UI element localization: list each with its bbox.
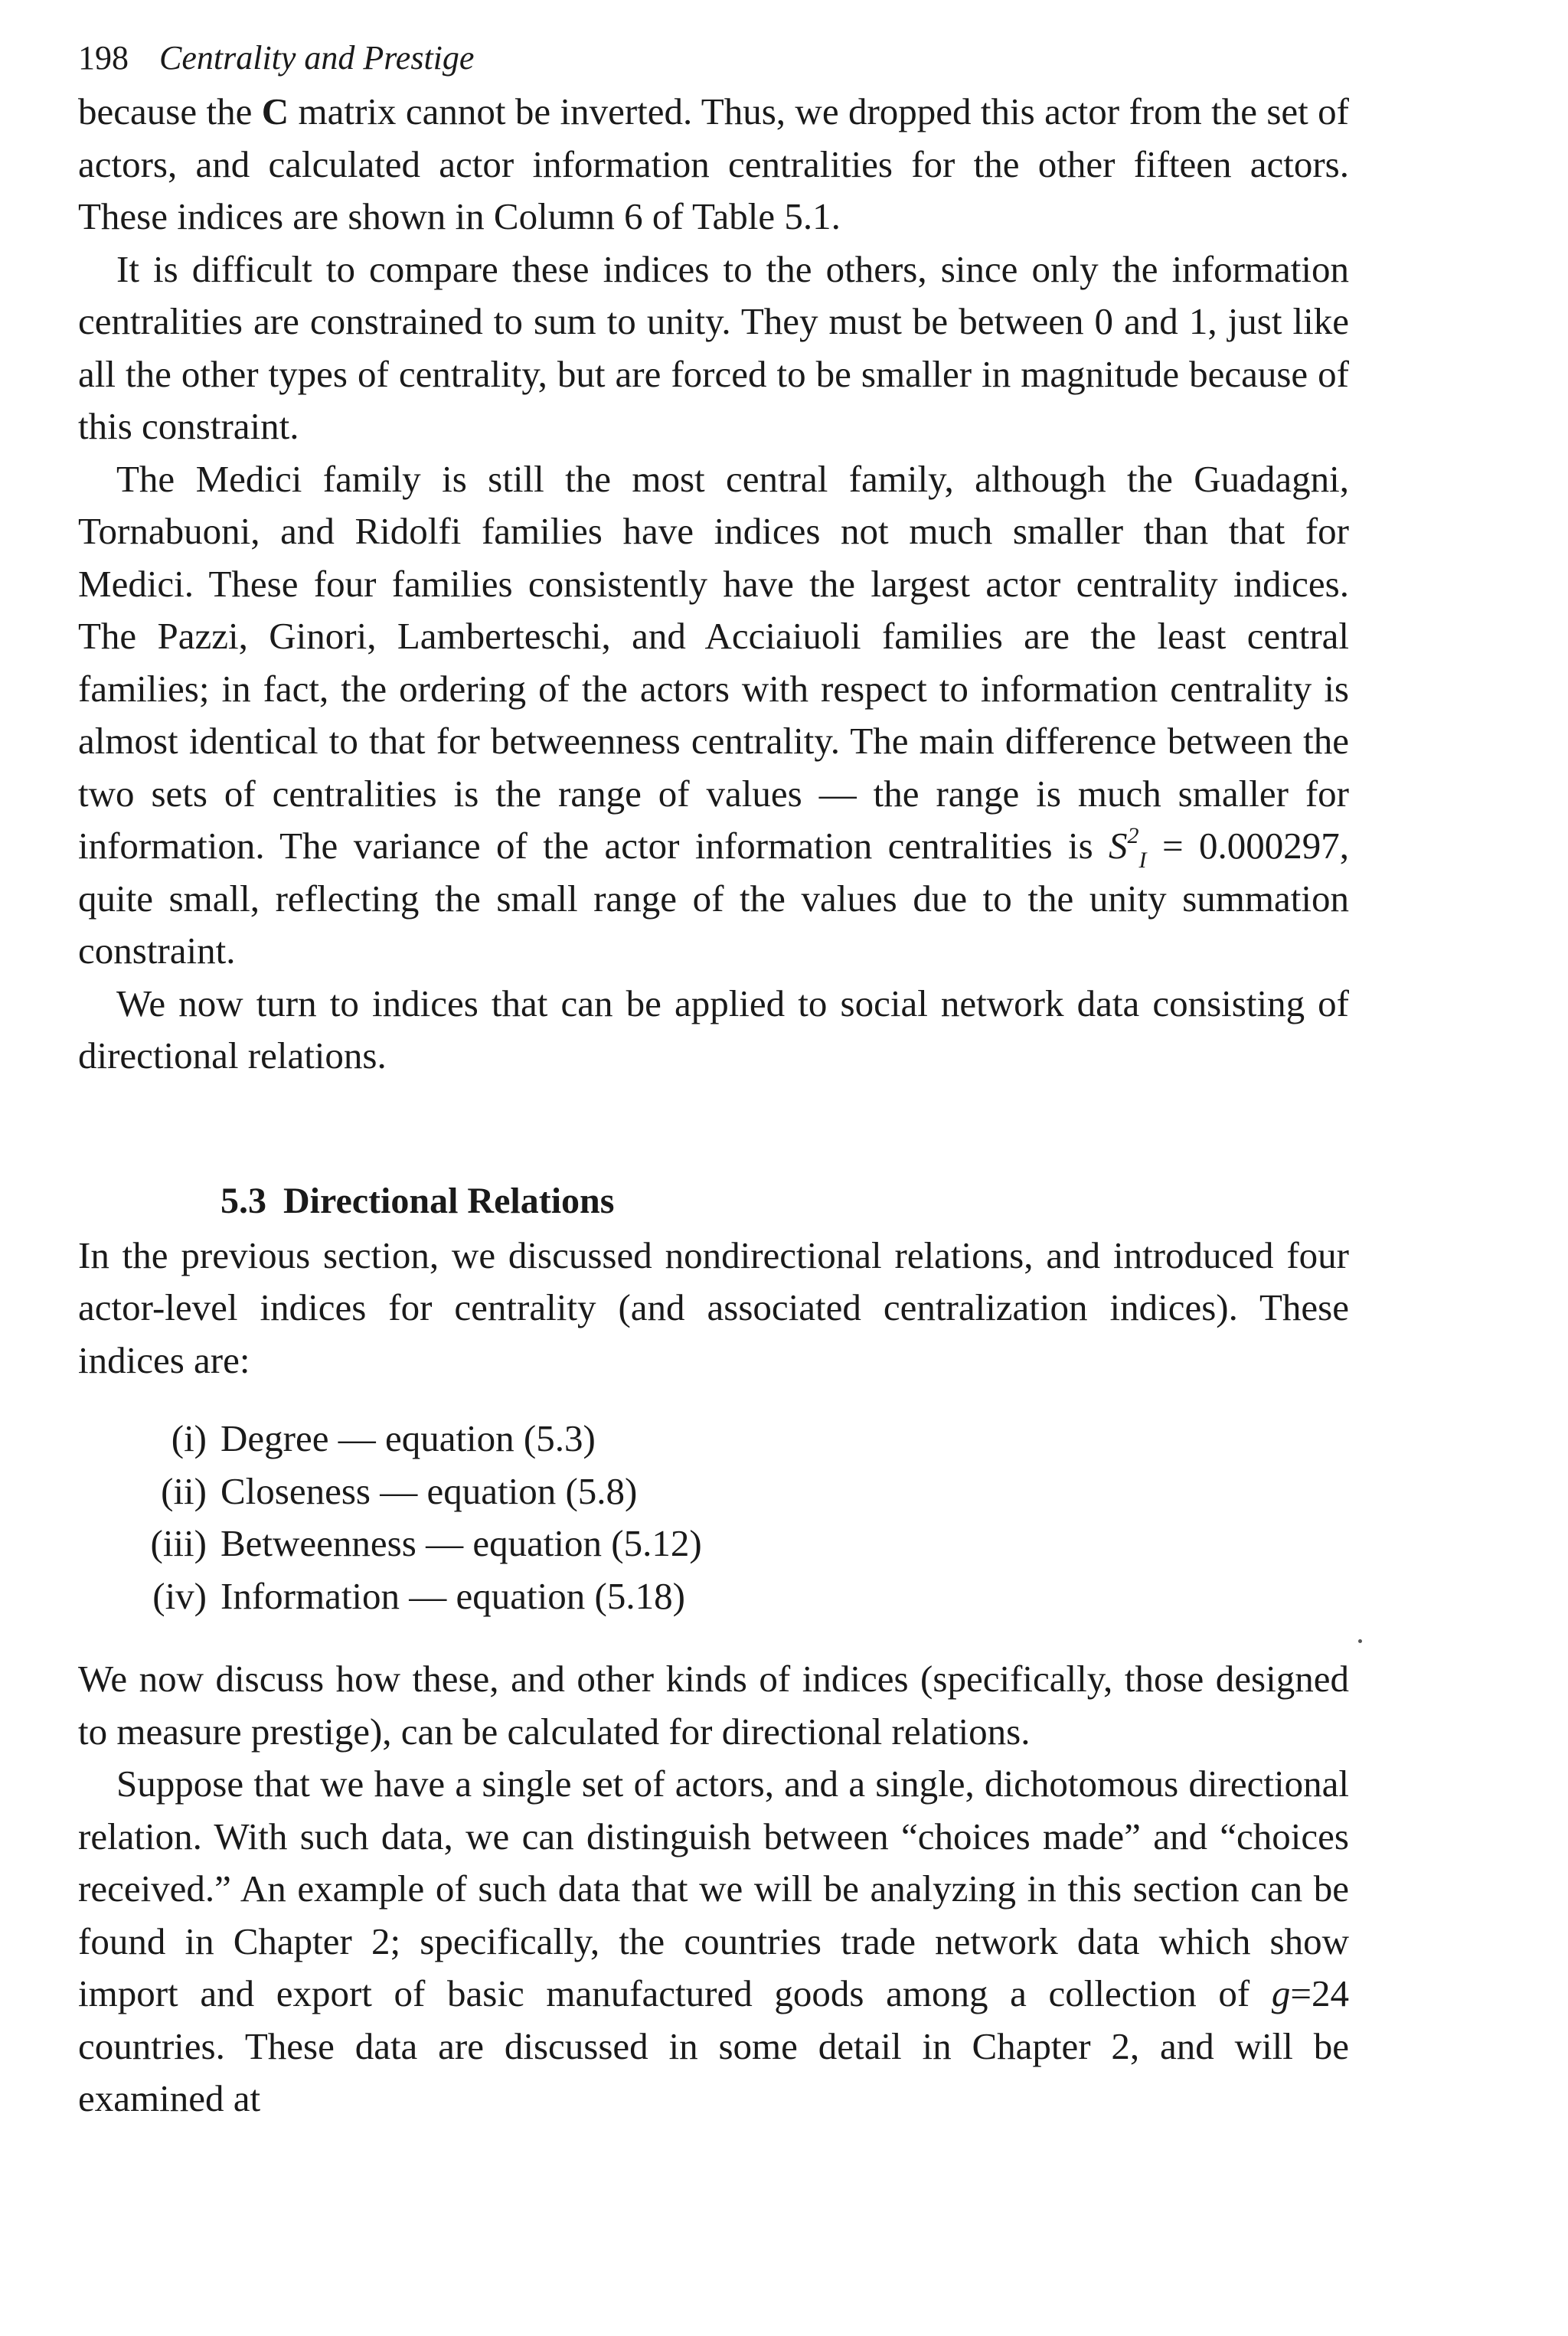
paragraph-comparison: It is difficult to compare these indices to the others, since only the information centralities are constrained to sum to unity. They must be between 0 and 1, just like all the other types of centrality, but are forced to be smaller in magnitude because of this constraint. [78,247,1349,447]
indices-list [78,1413,1349,1622]
paragraph-trade-network: Suppose that we have a single set of actors, and a single, dichotomous directional relation. With such data, we can distinguish between “choices made” and “choices received.” An example of such data that we will be analyzing in this section can be found in Chapter 2; specifically, the countries trade network data which show import and export of basic manufactured goods among a collection of g=24 countries. These data are discussed in some detail in Chapter 2, and will be examined at [78,1763,1349,2119]
g-variable: g [1271,1972,1291,2014]
page-number: 198 [78,39,129,77]
section-title: Directional Relations [283,1180,615,1221]
paragraph-transition: We now turn to indices that can be applied to social network data consisting of directional relations. [78,982,1349,1077]
book-page [78,31,1349,2125]
list-item: (ii) Closeness — equation (5.8) [161,1469,638,1512]
running-header [78,31,1349,86]
section-intro-paragraph: In the previous section, we discussed nondirectional relations, and introduced four actor-level indices for centrality (and associated centralization indices). These indices are: [78,1233,1349,1381]
variance-symbol: $S^2_I$ [1109,823,1147,873]
section-number: 5.3 [220,1180,266,1221]
paragraph-medici: The Medici family is still the most central family, although the Guadagni, Tornabuoni, and Ridolfi families have indices not much smaller than that for Medici. These four families consistently have the largest actor centrality indices. The Pazzi, Ginori, Lamberteschi, and Acciaiuoli families are the least central families; in fact, the ordering of the actors with respect to information centrality is almost identical to that for betweenness centrality. The main difference between the two sets of centralities is the range of values — the range is much smaller for information. The variance of the actor information centralities is $S^2_I = 0.000297$, quite small, reflecting the small range of the values due to the unity summation constraint. [78,457,1349,972]
paragraph-directional-indices: We now discuss how these, and other kinds of indices (specifically, those designed to measure prestige), can be calculated for directional relations. [78,1658,1349,1753]
list-item: (iv) Information — equation (5.18) [152,1574,685,1617]
list-item: (iii) Betweenness — equation (5.12) [150,1522,702,1564]
paragraph-continuation: because the C matrix cannot be inverted. Thus, we dropped this actor from the set of actors, and calculated actor information centralities for the other fifteen actors. These indices are shown in Column 6 of Table 5.1. [78,90,1349,237]
scan-speck [1358,1639,1362,1643]
running-title: Centrality and Prestige [159,39,475,77]
list-item: (i) Degree — equation (5.3) [171,1417,596,1459]
matrix-symbol: C [261,90,289,132]
section-heading [78,1173,1349,1230]
